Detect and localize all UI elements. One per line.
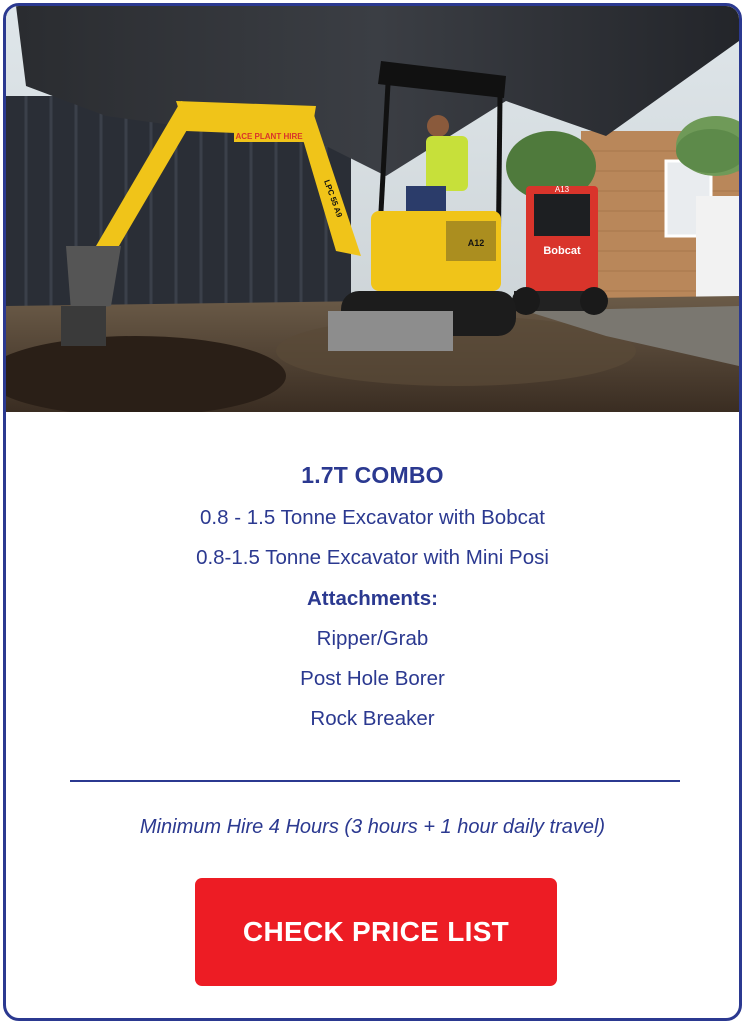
product-photo — [6, 6, 739, 412]
product-card — [3, 3, 742, 1021]
description-line-2: 0.8-1.5 Tonne Excavator with Mini Posi — [196, 546, 549, 569]
bobcat-illustration — [512, 185, 608, 315]
attachment-item: Rock Breaker — [310, 707, 435, 730]
product-title: 1.7T COMBO — [301, 462, 444, 488]
description-line-1: 0.8 - 1.5 Tonne Excavator with Bobcat — [200, 506, 545, 529]
svg-text:A12: A12 — [467, 238, 485, 248]
svg-text:LPC 55 A9: LPC 55 A9 — [322, 178, 345, 219]
svg-text:ACE PLANT HIRE: ACE PLANT HIRE — [235, 132, 303, 141]
check-price-list-button[interactable]: CHECK PRICE LIST — [195, 878, 557, 986]
minimum-hire-note: Minimum Hire 4 Hours (3 hours + 1 hour daily travel) — [139, 816, 606, 838]
attachment-item: Ripper/Grab — [316, 627, 429, 650]
svg-text:Bobcat: Bobcat — [543, 245, 581, 257]
attachment-item: Post Hole Borer — [300, 667, 445, 690]
divider — [70, 780, 680, 782]
svg-text:A13: A13 — [554, 185, 570, 194]
attachments-heading: Attachments: — [307, 587, 438, 610]
